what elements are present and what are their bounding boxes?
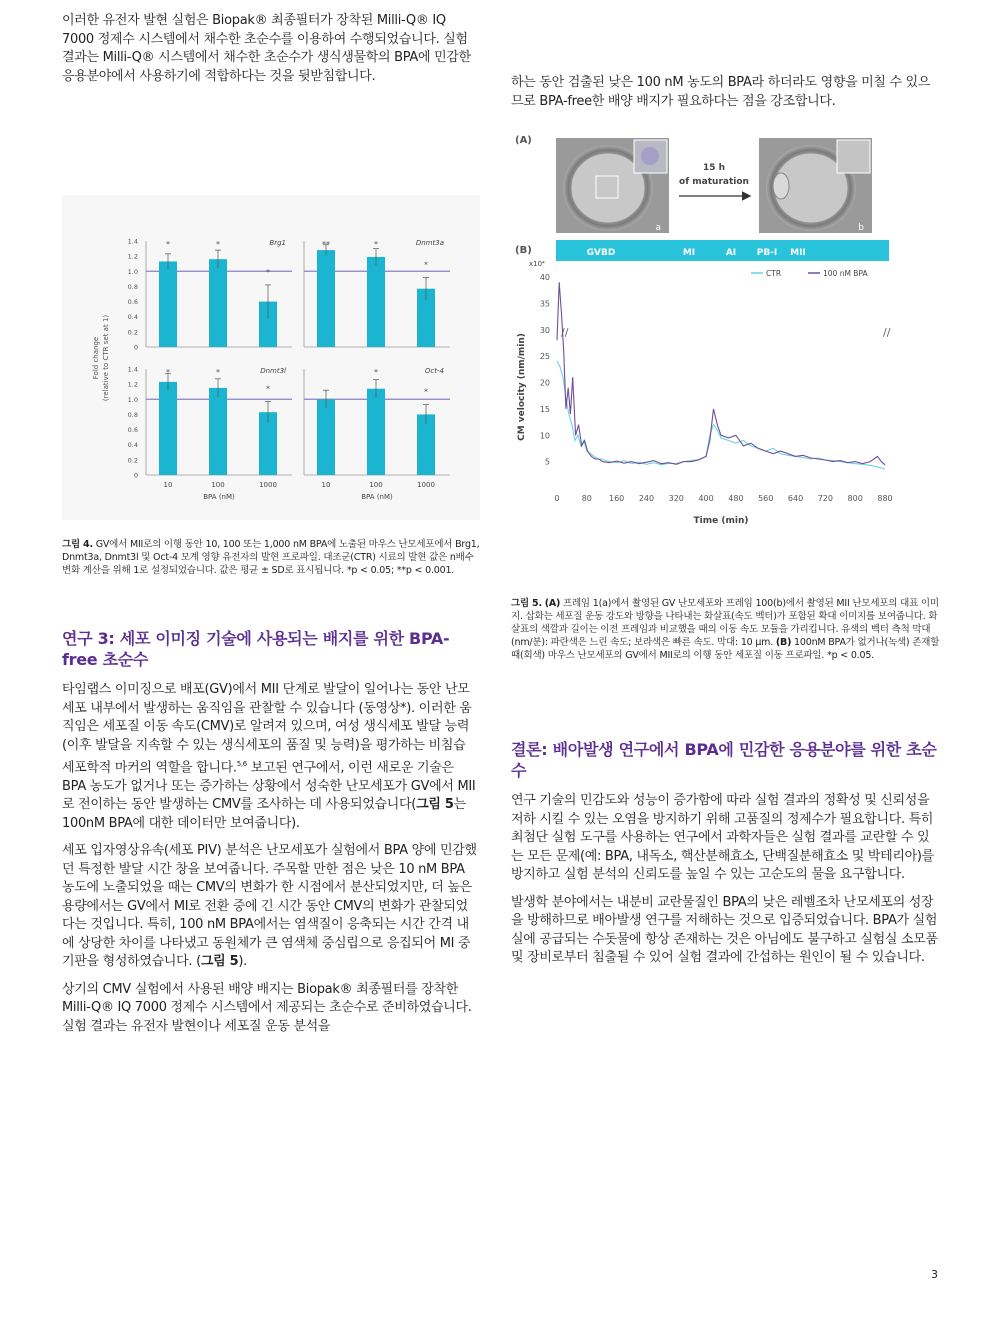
fig4-caption-label: 그림 4.	[62, 539, 93, 550]
y-tick-label: 1.2	[127, 380, 138, 389]
legend-label: 100 nM BPA	[823, 269, 868, 278]
maturation-time-label: 15 h	[702, 163, 726, 173]
x-tick-label: 320	[668, 494, 684, 503]
figure-reference: 그림 5	[200, 954, 239, 970]
panel-a-label: (A)	[515, 135, 532, 146]
x-tick-label: 100	[369, 481, 383, 489]
significance-mark: *	[166, 240, 170, 249]
conclusion-paragraph-2: 발생학 분야에서는 내분비 교란물질인 BPA의 낮은 레벨조차 난모세포의 성장을 방해하므로 배아발생 연구를 저해하는 것으로 입증되었습니다. BPA가 실험실에 공급되는 수돗물에 항상 존재하는 것은 아님에도 불구하고 실험실 소모품 및 장비로부터 침출될 수 있어 실험 결과에 간섭하는 원인이 될 수 있습니다.	[511, 894, 938, 965]
figure-5-caption	[511, 597, 941, 662]
gv-oocyte-image	[556, 138, 669, 233]
panel-b-label: (B)	[515, 245, 532, 256]
y-tick-label: 0.2	[127, 456, 138, 465]
fig5-caption-label: 그림 5.	[511, 598, 542, 609]
y-multiplier-label: x10⁴	[529, 260, 545, 268]
x-tick-label: 480	[728, 494, 744, 503]
significance-mark: *	[374, 368, 378, 377]
fig5-caption-a-text: 프레임 1(a)에서 촬영된 GV 난모세포와 프레임 100(b)에서 촬영된 MII 난모세포의 대표 이미지. 삽화는 세포질 운동 강도와 방향을 나타내는 화살표(속도 벡터)가 포함된 확대 이미지를 보여줍니다. 화살표의 색깔과 길이는 이전 프레임과 비교했을 때의 이동 속도 모듈을 가리킵니다. 유색의 벡터 측척 막대(nm/분): 파란색은 느린 속도; 보라색은 빠른 속도. 막대: 10 μm.	[511, 598, 939, 648]
y-tick-label: 15	[539, 404, 550, 414]
stage-label: MII	[790, 248, 806, 258]
y-tick-label: 0.4	[127, 441, 138, 450]
stage-label: AI	[725, 248, 737, 258]
x-tick-label: 10	[163, 481, 173, 489]
y-axis-label: CM velocity (nm/min)	[517, 333, 527, 441]
bar	[209, 259, 227, 347]
bar	[209, 388, 227, 475]
x-tick-label: 240	[638, 494, 655, 503]
citation-superscript: 5,6	[236, 760, 247, 768]
x-tick-label: 1000	[259, 481, 277, 489]
x-tick-label: 720	[817, 494, 834, 503]
study3-heading: 연구 3: 세포 이미징 기술에 사용되는 배지를 위한 BPA-free 초순수	[62, 629, 450, 669]
y-tick-label: 1.4	[127, 365, 138, 374]
x-tick-label: 800	[847, 494, 863, 503]
y-tick-label: 0.4	[127, 313, 138, 322]
y-tick-label: 1.0	[127, 267, 138, 276]
x-tick-label: 1000	[417, 481, 435, 489]
mii-oocyte-image	[759, 138, 872, 233]
study3-paragraph-1: 타임랩스 이미징으로 배포(GV)에서 MII 단계로 발달이 일어나는 동안 난모세포 내부에서 발생하는 움직임을 관찰할 수 있습니다 (동영상*). 이러한 움직임은 세포질 이동 속도(CMV)로 알려져 있으며, 여성 생식세포 발달 능력(이후 발달을 지속할 수 있는 생식세포의 품질 및 능력)을 평가하는 비침습 세포학적 마커의 역할을 합니다.$^{5,6}$ 보고된 연구에서, 이런 새로운 기술은 BPA 농도가 없거나 또는 증가하는 상황에서 성숙한 난모세포가 GV에서 MII로 전이하는 동안 발생하는 CMV를 조사하는 데 사용되었습니다(그림 5는 100nM BPA에 대한 데이터만 보여줍니다).	[62, 682, 476, 831]
study3-section	[62, 628, 480, 1036]
y-tick-label: 25	[539, 352, 550, 362]
significance-mark: *	[424, 260, 428, 270]
x-tick-label: 160	[608, 494, 625, 503]
y-tick-label: 0.8	[127, 410, 138, 419]
x-tick-label: 80	[581, 494, 592, 503]
fig5-caption-a-label: (A)	[544, 598, 561, 609]
image-frame-label: b	[858, 223, 864, 233]
y-tick-label: 10	[539, 431, 550, 441]
significance-mark: *	[216, 368, 220, 377]
significance-mark: *	[266, 267, 270, 277]
axis-break-mark: //	[561, 326, 569, 339]
right-column-continuation	[511, 74, 941, 111]
significance-mark: *	[166, 368, 170, 377]
bar	[367, 257, 385, 347]
fig5-caption-b-text: 100nM BPA가 없거나(녹색) 존재할 때(회색) 마우스 난모세포의 GV에서 MII로의 이행 동안 세포질 이동 프로파일. *p < 0.05.	[511, 637, 940, 661]
x-axis-label: BPA (nM)	[203, 493, 235, 501]
y-tick-label: 40	[539, 273, 550, 282]
y-tick-label: 1.2	[127, 252, 138, 261]
figure-4-bar-charts	[62, 195, 480, 520]
x-axis-label: Time (min)	[693, 516, 749, 526]
bar	[159, 382, 177, 475]
figure-5	[511, 125, 941, 530]
x-tick-label: 640	[787, 494, 804, 503]
page-number: 3	[931, 1268, 938, 1281]
y-axis-label: Fold change (relative to CTR set at 1)	[92, 314, 110, 402]
x-tick-label: 10	[321, 481, 331, 489]
fig4-caption-text: GV에서 MII로의 이행 동안 10, 100 또는 1,000 nM BPA에 노출된 마우스 난모세포에서 Brg1, Dnmt3a, Dnmt3l 및 Oct-4 모계 영향 유전자의 발현 프로파일. 대조군(CTR) 시료의 발현 값은 n배수 변화 계산을 위해 1로 설정되었습니다. 값은 평균 ± SD로 표시됩니다. *p < 0.05; **p < 0.001.	[62, 539, 480, 576]
significance-mark: *	[266, 384, 270, 394]
y-tick-label: 30	[539, 325, 550, 335]
y-tick-label: 0	[133, 471, 138, 480]
panel-gene-label: Brg1	[269, 239, 286, 247]
y-tick-label: 0.6	[127, 298, 138, 307]
study3-paragraph-2: 세포 입자영상유속(세포 PIV) 분석은 난모세포가 실험에서 BPA 양에 민감했던 특정한 발달 시간 창을 보여줍니다. 주목할 만한 점은 낮은 10 nM BPA 농도에 노출되었을 때는 CMV의 변화가 한 시점에서 분산되었지만, 더 높은 용량에서는 GV에서 MI로 전환 중에 긴 시간 동안 CMV의 변화가 관찰되었다는 것입니다. 특히, 100 nM BPA에서는 염색질이 응축되는 시간 간격 내에 상당한 차이를 나타냈고 동원체가 큰 염색체 중심립으로 응집되어 MI 중기판을 형성하였습니다. (그림 5).	[62, 843, 477, 970]
significance-mark: *	[216, 240, 220, 249]
legend-label: CTR	[766, 269, 782, 278]
y-tick-label: 35	[539, 299, 550, 309]
panel-gene-label: Dnmt3a	[415, 239, 444, 247]
bar	[317, 250, 335, 347]
y-tick-label: 0.8	[127, 282, 138, 291]
y-tick-label: 20	[539, 378, 550, 388]
fig5-caption-b-label: (B)	[775, 637, 792, 648]
conclusion-section	[511, 739, 941, 968]
stage-label: MI	[682, 248, 696, 258]
series-line	[557, 361, 885, 469]
conclusion-paragraph-1: 연구 기술의 민감도와 성능이 증가함에 따라 실험 결과의 정확성 및 신뢰성을 저하 시킬 수 있는 오염을 방지하기 위해 고품질의 정제수가 필요합니다. 특히 최첨단 실험 도구를 사용하는 연구에서 과학자들은 실험 결과를 교란할 수 있는 모든 문제(예: BPA, 내독소, 핵산분해효소, 단백질분해효소 및 박테리아)를 방지하고 실험 분석의 신뢰도를 높일 수 있는 고순도의 물을 요구합니다.	[511, 793, 934, 882]
y-tick-label: 0.2	[127, 328, 138, 337]
x-tick-label: 400	[698, 494, 714, 503]
image-frame-label: a	[655, 223, 661, 233]
figure-4-caption	[62, 538, 480, 577]
bar	[159, 261, 177, 347]
x-tick-label: 560	[758, 494, 774, 503]
bar	[317, 399, 335, 475]
figure-reference: 그림 5	[416, 797, 454, 813]
panel-gene-label: Oct-4	[424, 367, 444, 375]
stage-label: PB-I	[756, 248, 778, 258]
y-tick-label: 1.0	[127, 395, 138, 404]
bar	[367, 389, 385, 475]
y-tick-label: 0.6	[127, 426, 138, 435]
significance-mark: *	[374, 240, 378, 249]
significance-mark: *	[424, 387, 428, 397]
study3-paragraph-3: 상기의 CMV 실험에서 사용된 배양 배지는 Biopak® 최종필터를 장착한 Milli-Q® IQ 7000 정제수 시스템에서 제공되는 초순수로 준비하였습니다. 실험 결과는 유전자 발현이나 세포질 운동 분석을	[62, 981, 472, 1034]
intro-paragraph: 이러한 유전자 발현 실험은 Biopak® 최종필터가 장착된 Milli-Q® IQ 7000 정제수 시스템에서 채수한 초순수를 이용하여 수행되었습니다. 실험 결과는 Milli-Q® 시스템에서 채수한 초순수가 생식생물학의 BPA에 민감한 응용분야에서 사용하기에 적합하다는 것을 뒷받침합니다.	[62, 13, 471, 84]
axis-break-mark: //	[883, 326, 891, 339]
maturation-text-label: of maturation	[679, 177, 749, 187]
x-axis-label: BPA (nM)	[361, 493, 393, 501]
stage-label: GVBD	[586, 248, 616, 258]
significance-mark: **	[322, 240, 330, 249]
x-tick-label: 100	[211, 481, 225, 489]
y-tick-label: 5	[544, 457, 550, 467]
conclusion-heading: 결론: 배아발생 연구에서 BPA에 민감한 응용분야를 위한 초순수	[511, 740, 937, 780]
continuation-paragraph: 하는 동안 검출된 낮은 100 nM 농도의 BPA라 하더라도 영향을 미칠 수 있으므로 BPA-free한 배양 배지가 필요하다는 점을 강조합니다.	[511, 75, 931, 109]
y-tick-label: 1.4	[127, 237, 138, 246]
y-tick-label: 0	[133, 343, 138, 352]
x-tick-label: 880	[877, 494, 893, 503]
x-tick-label: 0	[554, 494, 560, 503]
panel-gene-label: Dnmt3l	[260, 367, 286, 375]
